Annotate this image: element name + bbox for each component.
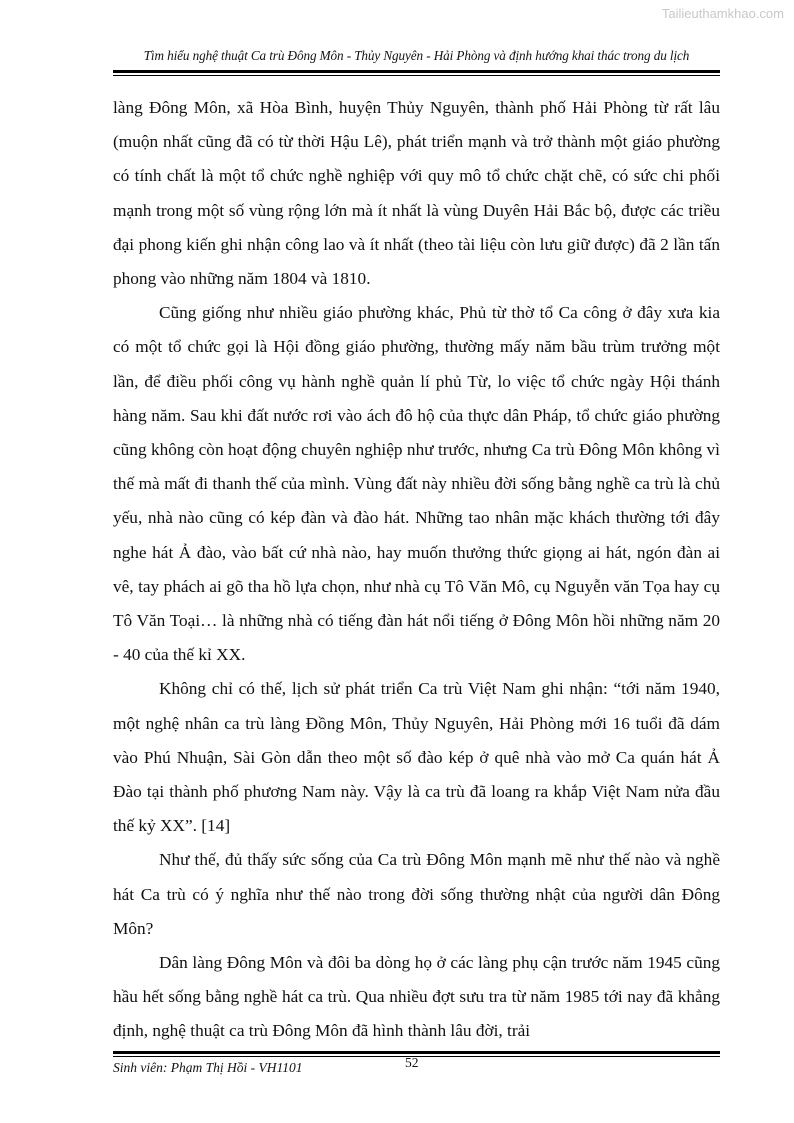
header-rule-thin: [113, 75, 720, 76]
header-rule: [113, 70, 720, 73]
running-header: Tìm hiểu nghệ thuật Ca trù Đông Môn - Thủy Nguyên - Hải Phòng và định hướng khai thác trong du lịch: [143, 48, 690, 63]
paragraph-1: làng Đông Môn, xã Hòa Bình, huyện Thủy Nguyên, thành phố Hải Phòng từ rất lâu (muộn nhất cũng đã có từ thời Hậu Lê), phát triển mạnh và trở thành một giáo phường có tính chất là một tổ chức nghề nghiệp với quy mô tổ chức chặt chẽ, có sức chi phối mạnh trong một số vùng rộng lớn mà ít nhất là vùng Duyên Hải Bắc bộ, được các triều đại phong kiến ghi nhận công lao và ít nhất (theo tài liệu còn lưu giữ được) đã 2 lần tấn phong vào những năm 1804 và 1810.: [113, 98, 720, 289]
page-number: 52: [405, 1055, 419, 1070]
paragraph-3: Không chỉ có thế, lịch sử phát triển Ca trù Việt Nam ghi nhận: “tới năm 1940, một nghệ nhân ca trù làng Đồng Môn, Thủy Nguyên, Hải Phòng mới 16 tuổi đã dám vào Phú Nhuận, Sài Gòn dẫn theo một số đào kép ở quê nhà vào mở Ca quán hát Ả Đào tại thành phố phương Nam này. Vậy là ca trù đã loang ra khắp Việt Nam nửa đầu thế kỷ XX”. [14]: [113, 679, 720, 836]
footer-author: Sinh viên: Phạm Thị Hồi - VH1101: [113, 1060, 303, 1075]
paragraph-2: Cũng giống như nhiều giáo phường khác, Phủ từ thờ tổ Ca công ở đây xưa kia có một tổ chức gọi là Hội đồng giáo phường, thường mấy năm bầu trùm trưởng một lần, để điều phối công vụ hành nghề quản lí phủ Từ, lo việc tổ chức ngày Hội thánh hàng năm. Sau khi đất nước rơi vào ách đô hộ của thực dân Pháp, tổ chức giáo phường cũng không còn hoạt động chuyên nghiệp như trước, nhưng Ca trù Đông Môn không vì thế mà mất đi thanh thế của mình. Vùng đất này nhiều đời sống bằng nghề ca trù là chủ yếu, nhà nào cũng có kép đàn và đào hát. Những tao nhân mặc khách thường tới đây nghe hát Ả đào, vào bất cứ nhà nào, hay muốn thưởng thức giọng ai hát, ngón đàn ai vê, tay phách ai gõ tha hồ lựa chọn, như nhà cụ Tô Văn Mô, cụ Nguyễn văn Tọa hay cụ Tô Văn Toại… là những nhà có tiếng đàn hát nổi tiếng ở Đông Môn hồi những năm 20 - 40 của thế kỉ XX.: [113, 303, 720, 665]
paragraph-5: Dân làng Đông Môn và đôi ba dòng họ ở các làng phụ cận trước năm 1945 cũng hầu hết sống bằng nghề hát ca trù. Qua nhiều đợt sưu tra từ năm 1985 tới nay đã khẳng định, nghệ thuật ca trù Đông Môn đã hình thành lâu đời, trải: [113, 953, 720, 1041]
body-text: [113, 91, 720, 1049]
paragraph-4: Như thế, đủ thấy sức sống của Ca trù Đông Môn mạnh mẽ như thế nào và nghề hát Ca trù có ý nghĩa như thế nào trong đời sống thường nhật của người dân Đông Môn?: [113, 850, 720, 938]
watermark-text: Tailieuthamkhao.com: [661, 6, 784, 21]
footer-rule: [113, 1051, 720, 1054]
